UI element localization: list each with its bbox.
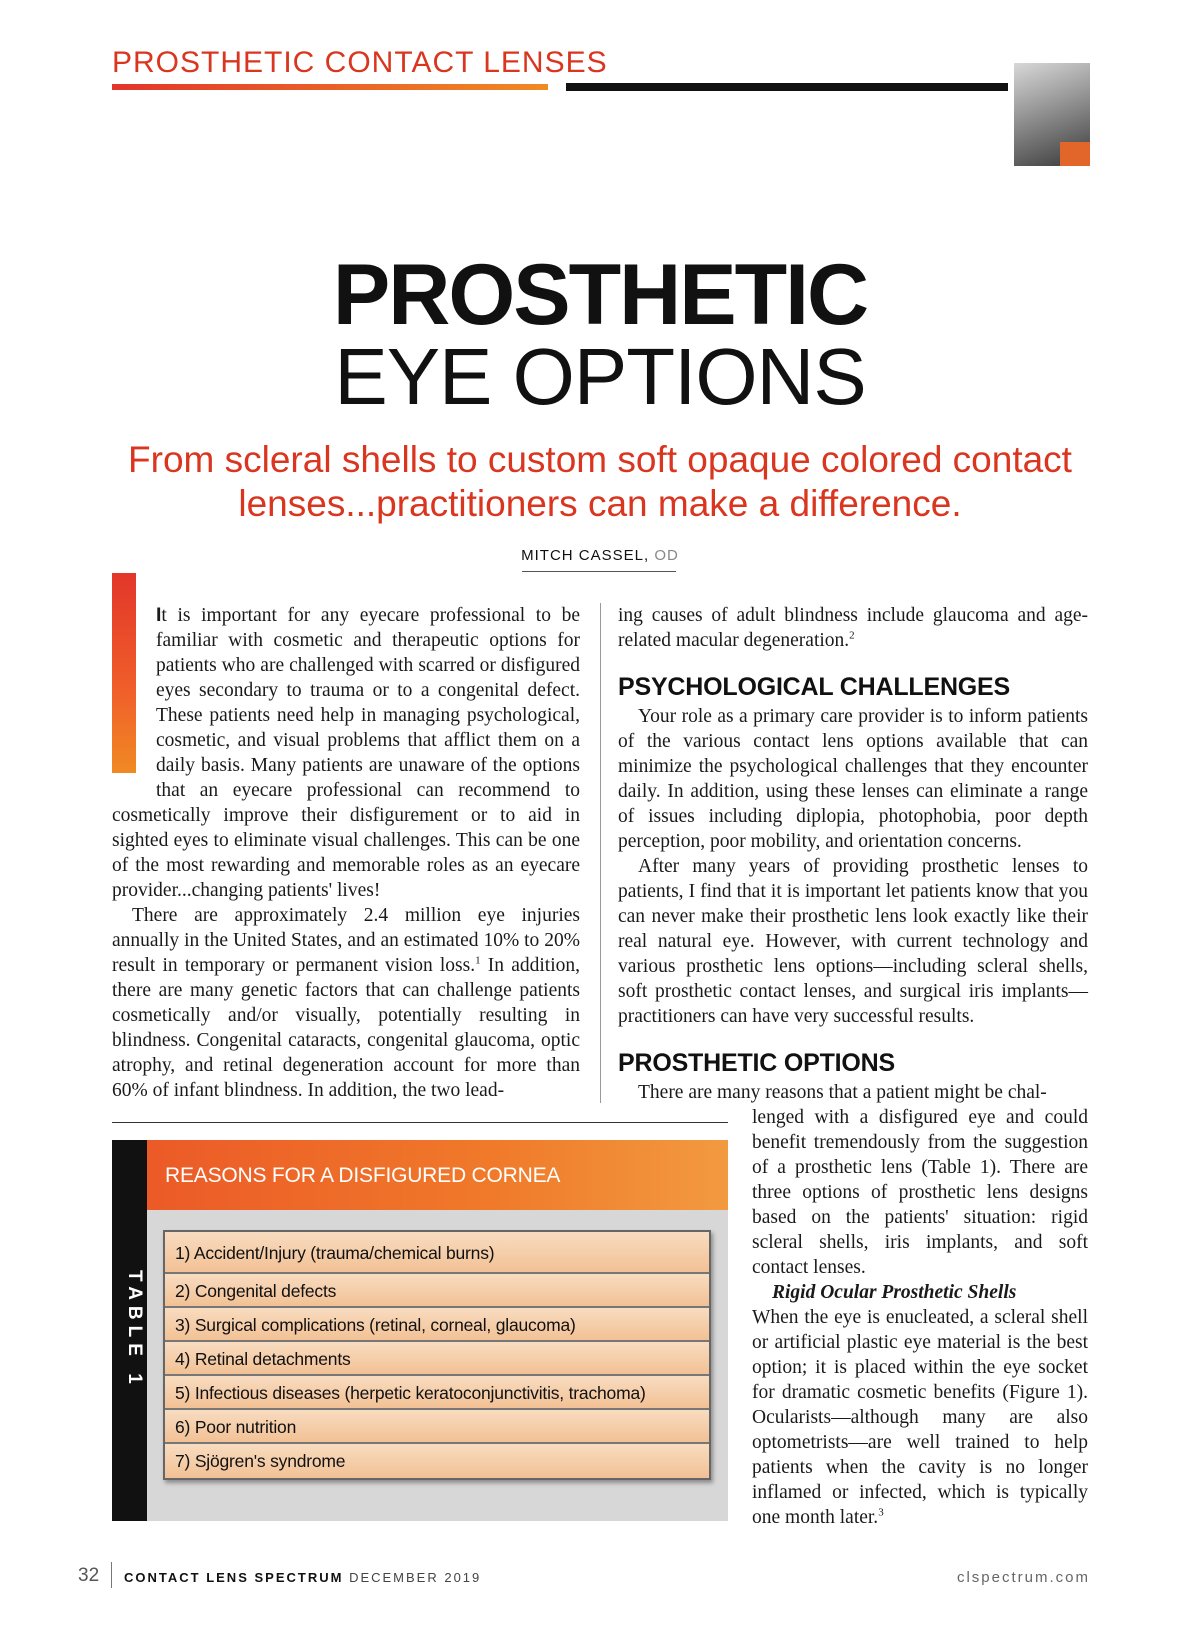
- table-top-rule: [112, 1122, 728, 1123]
- footer-url[interactable]: clspectrum.com: [956, 1569, 1090, 1586]
- author-photo: [1014, 63, 1090, 166]
- table-row: 2) Congenital defects: [165, 1274, 709, 1308]
- footer-separator: [111, 1562, 112, 1588]
- table-1: [112, 1140, 728, 1521]
- byline-credential: OD: [654, 547, 679, 564]
- heading-prosthetic-options: PROSTHETIC OPTIONS: [618, 1049, 895, 1077]
- byline: [0, 547, 1200, 564]
- body-column-1: [112, 603, 580, 1103]
- drop-cap-bar: [112, 573, 136, 773]
- article-subtitle: From scleral shells to custom soft opaque colored contact lenses...practitioners can make a difference.: [128, 439, 1072, 524]
- table-row: 7) Sjögren's syndrome: [165, 1444, 709, 1478]
- intro-paragraph: It is important for any eyecare professional to be familiar with cosmetic and therapeutic options for patients who are challenged with scarred or disfigured eyes secondary to trauma or to a congenital defect. These patients need help in managing psychological, cosmetic, and visual problems that afflict them on a daily basis. Many patients are unaware of the options that an eyecare professional can recommend to cosmetically improve their disfigurement or to aid in sighted eyes to eliminate visual challenges. This can be one of the most rewarding and memorable roles as an eyecare provider...changing patients' lives!: [112, 603, 580, 903]
- footnote-ref: 3: [878, 1506, 884, 1519]
- table-row: 1) Accident/Injury (trauma/chemical burns): [165, 1232, 709, 1274]
- paragraph: There are approximately 2.4 million eye injuries annually in the United States, and an estimated 10% to 20% result in temporary or permanent vision loss.$^1$ In addition, there are many genetic factors that can challenge patients cosmetically and/or visually, potentially resulting in blindness. Congenital cataracts, congenital glaucoma, optic atrophy, and retinal degeneration account for more than 60% of infant blindness. In addition, the two lead-: [112, 905, 581, 1101]
- paragraph: Your role as a primary care provider is to inform patients of the various contact lens options available that can minimize the psychological challenges that they encounter daily. In addition, using these lenses can eliminate a range of issues including diplopia, photophobia, poor depth perception, poor mobility, and orientation concerns.: [618, 706, 1088, 852]
- paragraph: When the eye is enucleated, a scleral shell or artificial plastic eye material is the best option; it is placed within the eye socket for dramatic cosmetic benefits (Figure 1). Ocularists—although many are also optometrists—are well trained to help patients when the cavity is no longer inflamed or infected, which is typically one month later.$^3$: [752, 1307, 1088, 1528]
- runin-heading: Rigid Ocular Prosthetic Shells: [772, 1282, 1017, 1303]
- table-title: REASONS FOR A DISFIGURED CORNEA: [165, 1164, 561, 1187]
- footnote-ref: 2: [849, 629, 855, 642]
- section-underline: [112, 84, 548, 90]
- issue-date: DECEMBER 2019: [349, 1570, 482, 1585]
- table-row: 6) Poor nutrition: [165, 1410, 709, 1444]
- article-title: PROSTHETIC: [332, 247, 868, 343]
- table-header: [147, 1140, 728, 1210]
- paragraph: ing causes of adult blindness include glaucoma and age-related macular degeneration.$^2$: [618, 605, 1088, 651]
- table-side-label: TABLE 1: [124, 1270, 145, 1390]
- footnote-ref: 1: [475, 954, 481, 967]
- section-label: PROSTHETIC CONTACT LENSES: [112, 46, 608, 79]
- header-rule: [566, 83, 1008, 91]
- article-title-secondary: EYE OPTIONS: [334, 332, 866, 421]
- table-row: 5) Infectious diseases (herpetic keratoconjunctivitis, trachoma): [165, 1376, 709, 1410]
- byline-author: MITCH CASSEL,: [521, 547, 650, 564]
- table-row: 3) Surgical complications (retinal, corneal, glaucoma): [165, 1308, 709, 1342]
- page-number: 32: [78, 1565, 100, 1586]
- body-column-2: [618, 603, 1088, 1105]
- column-divider: [600, 603, 601, 1103]
- drop-cap: [112, 603, 150, 803]
- table-side-bar: [112, 1140, 147, 1521]
- subheading-paragraph: [752, 1280, 1088, 1305]
- paragraph: There are many reasons that a patient might be chal-: [638, 1082, 1047, 1103]
- heading-psychological-challenges: PSYCHOLOGICAL CHALLENGES: [618, 673, 1010, 701]
- table-row: 4) Retinal detachments: [165, 1342, 709, 1376]
- publication-name: CONTACT LENS SPECTRUM: [124, 1570, 344, 1585]
- byline-rule: [522, 571, 676, 572]
- body-column-3: [752, 1105, 1088, 1530]
- paragraph: lenged with a disfigured eye and could benefit tremendously from the suggestion of a prosthetic lens (Table 1). There are three options of prosthetic lens designs based on the patients' situation: rigid scleral shells, iris implants, and soft contact lenses.: [752, 1107, 1088, 1278]
- table-rows: [163, 1230, 711, 1480]
- footer-publication: [124, 1570, 481, 1585]
- paragraph: After many years of providing prosthetic lenses to patients, I find that it is important let patients know that you can never make their prosthetic lens look exactly like their real natural eye. However, with current technology and various prosthetic lens options—including scleral shells, soft prosthetic contact lenses, and surgical iris implants—practitioners can have very successful results.: [618, 856, 1088, 1027]
